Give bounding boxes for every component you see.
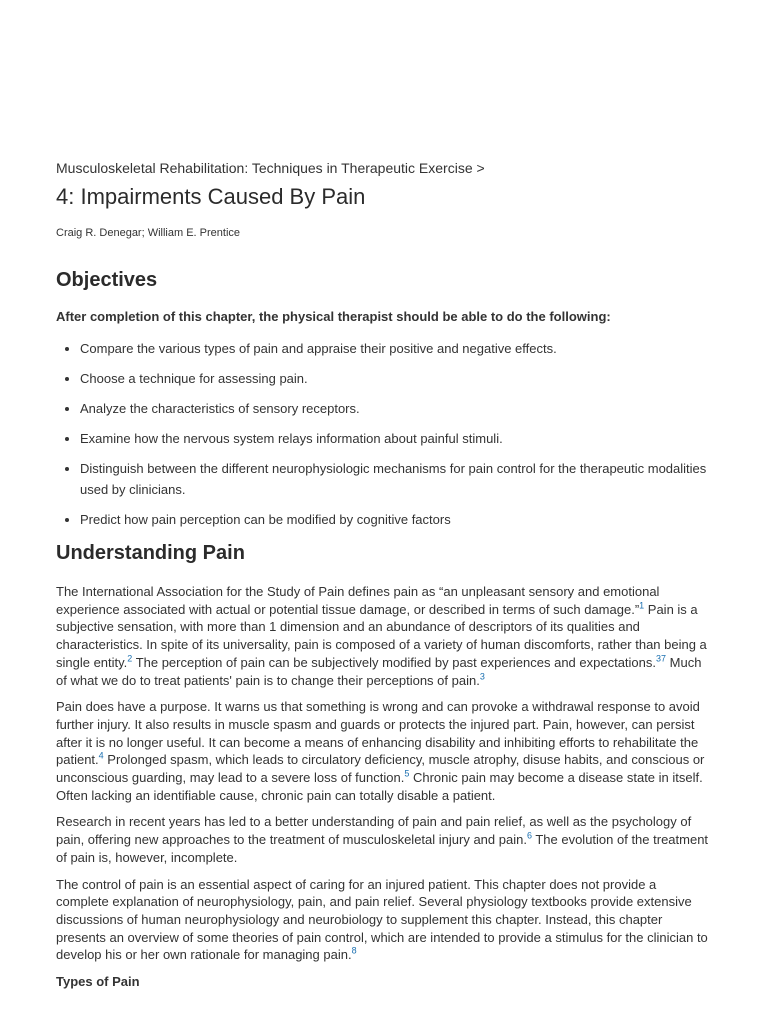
text: Much of what we do to treat patients' pain is to change their perceptions of pain. bbox=[56, 654, 702, 688]
reference-link[interactable]: 8 bbox=[351, 946, 357, 957]
objective-item: • Compare the various types of pain and appraise their positive and negative effects. bbox=[80, 338, 712, 359]
paragraph-4 bbox=[56, 876, 712, 965]
text: Pain does have a purpose. It warns us that something is wrong and can provoke a withdrawal response to avoid further injury. It also results in muscle spasm and guards or protects the injured part. Pain, however, can persist after it is no longer useful. It can become a means of enhancing disability and inhibiting efforts to rehabilitate the patient. bbox=[56, 699, 700, 768]
paragraph-2 bbox=[56, 698, 712, 804]
reference-link[interactable]: 1 bbox=[639, 600, 645, 611]
text: The perception of pain can be subjectively modified by past experiences and expectations. bbox=[132, 654, 657, 670]
objective-item: • Examine how the nervous system relays information about painful stimuli. bbox=[80, 428, 712, 449]
text: Chronic pain may become a disease state in itself. Often lacking an identifiable cause, chronic pain can totally disable a patient. bbox=[56, 770, 703, 803]
text: Prolonged spasm, which leads to circulatory deficiency, muscle atrophy, disuse habits, and conscious or unconscious guarding, may lead to a severe loss of function. bbox=[56, 752, 705, 786]
authors: Craig R. Denegar; William E. Prentice bbox=[56, 227, 241, 239]
reference-link[interactable]: 2 bbox=[127, 653, 133, 664]
reference-link[interactable]: 6 bbox=[526, 830, 532, 841]
objective-item: • Analyze the characteristics of sensory receptors. bbox=[80, 398, 712, 419]
objective-item: • Choose a technique for assessing pain. bbox=[80, 368, 712, 389]
text: The evolution of the treatment of pain is, however, incomplete. bbox=[56, 832, 709, 865]
reference-link[interactable]: 4 bbox=[98, 751, 104, 761]
paragraph-1 bbox=[56, 583, 712, 689]
objectives-list bbox=[56, 338, 712, 530]
text: Pain is a subjective sensation, with more than 1 dimension and an abundance of descriptors of its qualities and characteristics. In spite of its universality, pain is composed of a variety of human discomforts, rather than being a single entity. bbox=[56, 601, 707, 670]
paragraph-3 bbox=[56, 813, 712, 866]
breadcrumb-book-link[interactable]: Musculoskeletal Rehabilitation: Techniques in Therapeutic Exercise > bbox=[56, 160, 485, 176]
objective-item: • Predict how pain perception can be modified by cognitive factors bbox=[80, 509, 712, 530]
text: Research in recent years has led to a better understanding of pain and pain relief, as well as the psychology of pain, offering new approaches to the treatment of musculoskeletal injury and pain. bbox=[56, 814, 692, 848]
understanding-pain-heading: Understanding Pain bbox=[56, 542, 245, 564]
text: The International Association for the Study of Pain defines pain as “an unpleasant sensory and emotional experience associated with actual or potential tissue damage, or described in terms of such damage.” bbox=[56, 584, 660, 617]
types-of-pain-heading: Types of Pain bbox=[56, 974, 140, 990]
top-blank-area bbox=[56, 0, 712, 158]
page-title: 4: Impairments Caused By Pain bbox=[56, 184, 366, 209]
reference-link[interactable]: 3 bbox=[479, 671, 485, 682]
reference-link[interactable]: 5 bbox=[404, 768, 410, 779]
objectives-heading: Objectives bbox=[56, 269, 158, 291]
objective-item: • Distinguish between the different neurophysiologic mechanisms for pain control for the therapeutic modalities used by clinicians. bbox=[80, 458, 712, 500]
objectives-lead: After completion of this chapter, the physical therapist should be able to do the following: bbox=[56, 309, 611, 324]
text: The control of pain is an essential aspect of caring for an injured patient. This chapter does not provide a complete explanation of neurophysiology, pain, and pain relief. Several physiology textbooks provide extensive discussions of human neurophysiology and neurobiology to supplement this chapter. Instead, this chapter presents an overview of some theories of pain control, which are intended to provide a stimulus for the clinician to develop his or her own rationale for managing pain. bbox=[56, 876, 708, 963]
breadcrumb bbox=[56, 158, 712, 178]
reference-link[interactable]: 37 bbox=[656, 653, 667, 664]
